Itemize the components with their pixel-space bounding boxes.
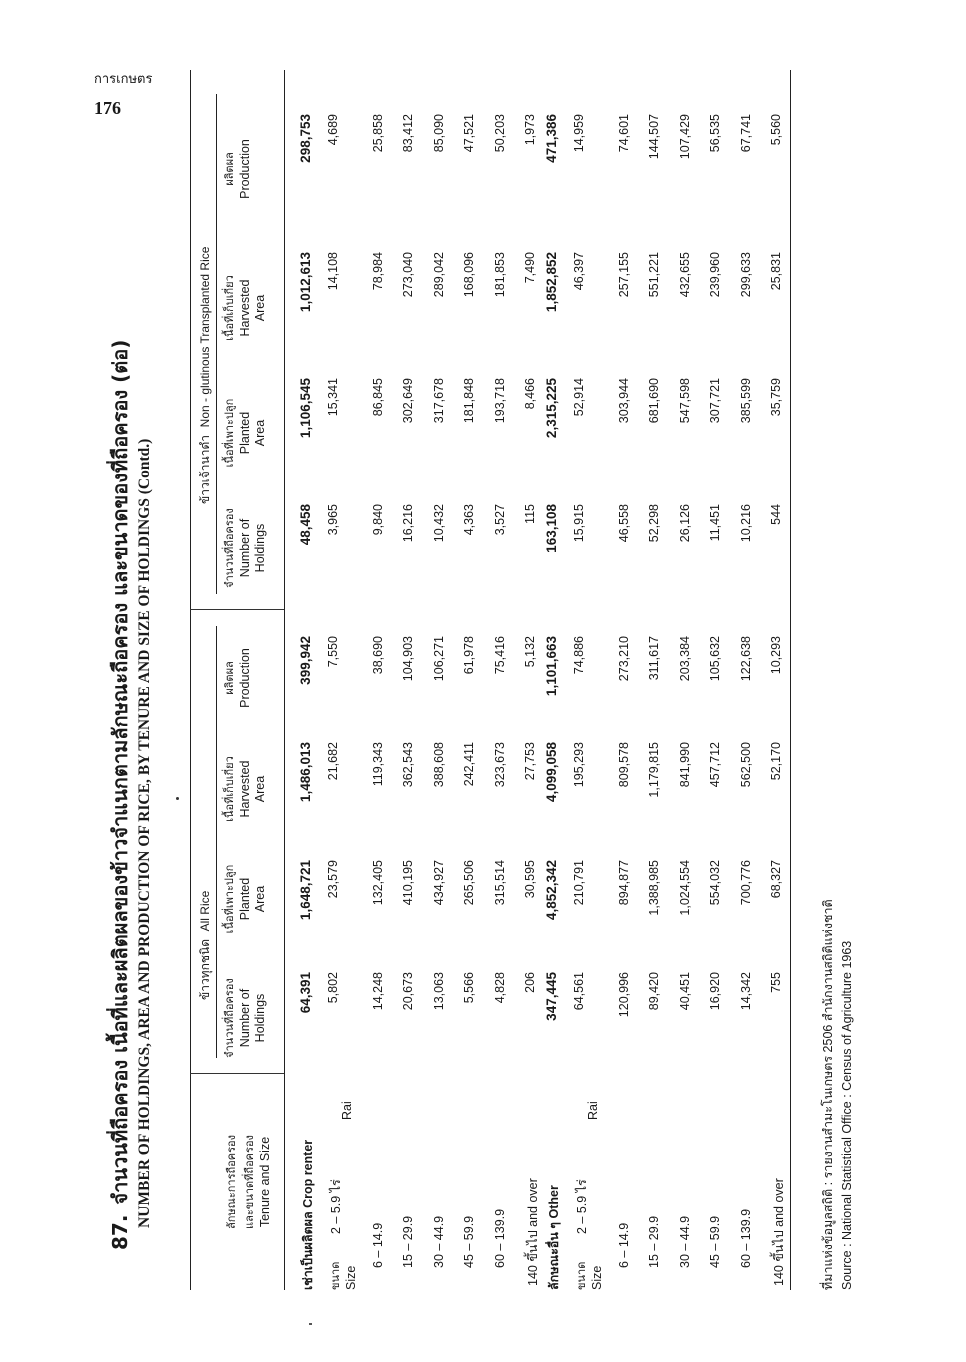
table-cell: 40,451 <box>677 972 692 1011</box>
group-total-cell: 48,458 <box>298 504 313 546</box>
size-row-label: 15 – 29.9 <box>647 1215 661 1268</box>
table-cell: 544 <box>769 504 783 525</box>
table-cell: 74,886 <box>572 636 586 675</box>
table-title-english: NUMBER OF HOLDINGS, AREA AND PRODUCTION OF RICE, BY TENURE AND SIZE OF HOLDINGS (Contd.) <box>136 438 153 1228</box>
group-total-cell: 347,445 <box>544 972 559 1021</box>
rai-unit-label: Rai <box>340 1101 354 1120</box>
table-cell: 432,655 <box>677 252 692 298</box>
column-header-en2: Area <box>253 885 267 913</box>
source-thai: ที่มาแห่งข้อมูลสถิติ : รายงานสำมะโนเกษตร 2506 สำนักงานสถิติแห่งชาติ <box>821 899 835 1290</box>
top-rule <box>190 70 191 1290</box>
table-cell: 47,521 <box>462 114 476 153</box>
group-total-cell: 163,108 <box>544 504 559 553</box>
column-header <box>220 846 268 952</box>
table-cell: 181,848 <box>462 378 476 424</box>
table-cell: 27,753 <box>523 742 537 781</box>
group-label: เช่าเป็นผลิตผล Crop renter <box>301 1139 315 1290</box>
size-row-label: 45 – 59.9 <box>462 1215 476 1268</box>
table-cell: 203,384 <box>677 636 692 682</box>
table-cell: 5,802 <box>326 972 340 1004</box>
table-cell: 10,432 <box>431 504 446 543</box>
group-total-cell: 1,852,852 <box>544 252 559 313</box>
table-cell: 83,412 <box>401 114 415 153</box>
table-cell: 4,689 <box>326 114 340 146</box>
table-cell: 75,416 <box>492 636 507 675</box>
table-cell: 56,535 <box>708 114 722 153</box>
column-header-en1: Number of <box>238 518 252 578</box>
column-header-th: เนื้อที่เก็บเกี่ยว <box>223 275 236 341</box>
table-cell: 52,914 <box>572 378 586 417</box>
table-cell: 3,965 <box>326 504 340 536</box>
table-cell: 68,327 <box>769 860 783 899</box>
non-glutinous-en: Non - glutinous Transplanted Rice <box>198 246 212 428</box>
rotated-table-page <box>92 70 882 1290</box>
table-cell: 89,420 <box>647 972 661 1011</box>
column-header-en1: Harvested <box>238 760 252 818</box>
table-cell: 1,388,985 <box>647 860 661 916</box>
table-cell: 388,608 <box>431 742 446 788</box>
stub-header <box>222 1074 273 1290</box>
table-cell: 25,858 <box>370 114 385 153</box>
table-cell: 681,690 <box>647 378 661 424</box>
table-cell: 46,558 <box>616 504 631 543</box>
table-cell: 841,990 <box>677 742 692 788</box>
table-cell: 5,566 <box>462 972 476 1004</box>
column-header <box>220 248 268 368</box>
table-cell: 14,959 <box>572 114 586 153</box>
table-cell: 700,776 <box>738 860 753 906</box>
section-label: การเกษตร <box>94 72 153 87</box>
table-cell: 46,397 <box>572 252 586 291</box>
table-cell: 385,599 <box>738 378 753 424</box>
table-cell: 1,973 <box>523 114 537 146</box>
table-cell: 15,341 <box>326 378 340 417</box>
table-cell: 64,561 <box>572 972 586 1011</box>
column-header-en2: Area <box>253 294 267 322</box>
table-cell: 30,595 <box>523 860 537 899</box>
title-thai-text: จำนวนที่ถือครอง เนื้อที่และผลิตผลของข้าวจำแนกตามลักษณะถือครอง และขนาดของที่ถือครอง (ต่อ) <box>108 339 132 1205</box>
all-rice-th: ข้าวทุกชนิด <box>198 939 212 1000</box>
group-label: ลักษณะอื่น ๆ Other <box>547 1185 561 1290</box>
size-row-label: 15 – 29.9 <box>401 1215 415 1268</box>
group-divider <box>190 609 284 610</box>
table-title-thai <box>104 340 136 1250</box>
column-header-th: จำนวนที่ถือครอง <box>223 508 236 588</box>
size-row-label: 140 ขึ้นไป and over <box>772 1178 786 1286</box>
page-number: 176 <box>94 98 121 118</box>
table-cell: 551,221 <box>647 252 661 298</box>
group-total-cell: 2,315,225 <box>544 378 559 439</box>
column-header-en2: Holdings <box>253 993 267 1043</box>
table-cell: 299,633 <box>738 252 753 298</box>
column-header-th: เนื้อที่เก็บเกี่ยว <box>223 756 236 822</box>
column-header-en1: Harvested <box>238 279 252 337</box>
table-cell: 8,466 <box>523 378 537 410</box>
column-header-en1: Production <box>238 139 252 199</box>
column-header <box>220 626 253 730</box>
size-row-label: 6 – 14.9 <box>616 1222 631 1268</box>
size-row-label: 30 – 44.9 <box>431 1215 446 1268</box>
group-total-cell: 471,386 <box>544 114 559 163</box>
column-header <box>220 736 268 842</box>
group-total-cell: 399,942 <box>298 636 313 685</box>
table-cell: 119,343 <box>370 742 385 787</box>
table-cell: 323,673 <box>492 742 507 788</box>
table-cell: 5,132 <box>523 636 537 668</box>
table-cell: 7,490 <box>523 252 537 284</box>
table-cell: 273,210 <box>616 636 631 682</box>
column-header <box>220 114 253 224</box>
table-cell: 67,741 <box>738 114 753 153</box>
stub-header-th2: และขนาดที่ถือครอง <box>243 1135 256 1229</box>
size-row-label: 2 – 5.9 ไร่ <box>575 1179 589 1234</box>
table-cell: 25,831 <box>769 252 783 291</box>
table-cell: 317,678 <box>431 378 446 424</box>
table-cell: 755 <box>769 972 783 993</box>
table-cell: 61,978 <box>462 636 476 675</box>
table-cell: 20,673 <box>401 972 415 1011</box>
column-header-th: ผลิตผล <box>223 661 236 695</box>
table-cell: 1,024,554 <box>677 860 692 916</box>
table-cell: 52,298 <box>647 504 661 543</box>
size-row-label: 2 – 5.9 ไร่ <box>329 1179 343 1234</box>
table-cell: 14,108 <box>326 252 340 291</box>
table-cell: 105,632 <box>708 636 722 682</box>
header-bottom-rule <box>284 70 285 1290</box>
column-header-th: จำนวนที่ถือครอง <box>223 978 236 1058</box>
table-cell: 434,927 <box>431 860 446 906</box>
all-rice-header <box>196 891 215 1000</box>
table-cell: 193,718 <box>492 378 507 424</box>
table-cell: 122,638 <box>738 636 753 682</box>
column-header-en2: Area <box>253 419 267 447</box>
table-cell: 21,682 <box>326 742 340 781</box>
table-cell: 15,915 <box>572 504 586 543</box>
speck <box>309 1323 312 1325</box>
table-cell: 7,550 <box>326 636 340 668</box>
table-cell: 9,840 <box>370 504 385 536</box>
table-cell: 273,040 <box>401 252 415 298</box>
table-cell: 11,451 <box>708 504 722 542</box>
table-cell: 115 <box>523 504 537 524</box>
table-cell: 168,096 <box>462 252 476 298</box>
non-glutinous-header <box>196 247 215 504</box>
table-cell: 50,203 <box>492 114 507 153</box>
table-cell: 106,271 <box>431 636 446 682</box>
size-row-label: 45 – 59.9 <box>708 1215 722 1268</box>
table-cell: 74,601 <box>616 114 631 153</box>
size-row-label: 60 – 139.9 <box>738 1208 753 1268</box>
table-cell: 1,179,815 <box>647 742 661 798</box>
non-glutinous-underline <box>216 94 217 594</box>
column-header-th: เนื้อที่เพาะปลูก <box>223 398 236 468</box>
size-prefix-thai: ขนาด <box>575 1261 588 1290</box>
table-cell: 78,984 <box>370 252 385 291</box>
table-cell: 23,579 <box>326 860 340 899</box>
table-cell: 35,759 <box>769 378 783 417</box>
table-cell: 4,828 <box>492 972 507 1004</box>
size-row-label: 60 – 139.9 <box>492 1208 507 1268</box>
table-cell: 16,216 <box>401 504 415 543</box>
group-total-cell: 64,391 <box>298 972 313 1014</box>
stub-header-th1: ลักษณะการถือครอง <box>225 1134 238 1230</box>
rai-unit-label: Rai <box>586 1101 600 1120</box>
column-header-th: เนื้อที่เพาะปลูก <box>223 864 236 934</box>
table-cell: 14,248 <box>370 972 385 1011</box>
column-header-en2: Area <box>253 775 267 803</box>
table-cell: 86,845 <box>370 378 385 417</box>
column-header-en1: Planted <box>238 877 252 921</box>
table-cell: 16,920 <box>708 972 722 1011</box>
column-header-en1: Number of <box>238 988 252 1048</box>
table-cell: 554,032 <box>708 860 722 906</box>
table-cell: 239,960 <box>708 252 722 298</box>
table-cell: 132,405 <box>370 860 385 906</box>
table-cell: 13,063 <box>431 972 446 1011</box>
table-number: 87. <box>108 1214 132 1250</box>
group-total-cell: 1,106,545 <box>298 378 313 439</box>
column-header <box>220 496 268 600</box>
table-cell: 362,543 <box>401 742 415 788</box>
group-total-cell: 298,753 <box>298 114 313 163</box>
table-cell: 307,721 <box>708 378 722 424</box>
table-cell: 206 <box>523 972 537 993</box>
size-row-label: 6 – 14.9 <box>370 1222 385 1268</box>
all-rice-underline <box>216 626 217 1058</box>
bottom-rule <box>790 70 791 1290</box>
size-label: Size <box>344 1265 358 1290</box>
table-cell: 85,090 <box>431 114 446 153</box>
table-cell: 894,877 <box>616 860 631 906</box>
group-total-cell: 1,012,613 <box>298 252 313 313</box>
table-cell: 311,617 <box>647 636 661 681</box>
group-total-cell: 1,486,013 <box>298 742 313 803</box>
group-total-cell: 1,101,663 <box>544 636 559 697</box>
column-header-en1: Production <box>238 648 252 708</box>
table-cell: 302,649 <box>401 378 415 424</box>
size-row-label: 30 – 44.9 <box>677 1215 692 1268</box>
table-cell: 562,500 <box>738 742 753 788</box>
table-cell: 809,578 <box>616 742 631 788</box>
column-header-en1: Planted <box>238 411 252 455</box>
table-cell: 265,506 <box>462 860 476 906</box>
table-cell: 547,598 <box>677 378 692 424</box>
table-cell: 181,853 <box>492 252 507 298</box>
table-cell: 5,560 <box>769 114 783 146</box>
table-cell: 210,791 <box>572 860 586 906</box>
table-cell: 303,944 <box>616 378 631 424</box>
table-cell: 10,216 <box>738 504 753 543</box>
table-cell: 10,293 <box>769 636 783 675</box>
source-english: Source : National Statistical Office : Census of Agriculture 1963 <box>840 940 854 1290</box>
group-total-cell: 4,852,342 <box>544 860 559 921</box>
table-cell: 289,042 <box>431 252 446 298</box>
table-cell: 38,690 <box>370 636 385 675</box>
table-cell: 242,411 <box>462 742 476 787</box>
non-glutinous-th: ข้าวเจ้านาดำ <box>198 434 212 504</box>
column-header-en2: Holdings <box>253 523 267 573</box>
group-total-cell: 1,648,721 <box>298 860 313 921</box>
table-cell: 410,195 <box>401 860 415 906</box>
size-label: Size <box>590 1265 604 1290</box>
size-row-label: 140 ขึ้นไป and over <box>526 1178 540 1286</box>
table-cell: 457,712 <box>708 742 722 788</box>
column-header <box>220 968 268 1068</box>
all-rice-en: All Rice <box>198 890 212 932</box>
table-cell: 120,996 <box>616 972 631 1018</box>
group-total-cell: 4,099,058 <box>544 742 559 803</box>
table-cell: 14,342 <box>738 972 753 1011</box>
table-cell: 195,293 <box>572 742 586 788</box>
stub-header-en: Tenure and Size <box>258 1136 272 1228</box>
table-cell: 107,429 <box>677 114 692 160</box>
size-prefix-thai: ขนาด <box>329 1261 342 1290</box>
table-cell: 144,507 <box>647 114 661 160</box>
table-cell: 4,363 <box>462 504 476 536</box>
column-header <box>220 376 268 490</box>
table-cell: 257,155 <box>616 252 631 298</box>
table-cell: 104,903 <box>401 636 415 682</box>
table-cell: 3,527 <box>492 504 507 536</box>
table-cell: 315,514 <box>492 860 507 906</box>
table-cell: 52,170 <box>769 742 783 781</box>
table-cell: 26,126 <box>677 504 692 543</box>
column-header-th: ผลิตผล <box>223 152 236 186</box>
